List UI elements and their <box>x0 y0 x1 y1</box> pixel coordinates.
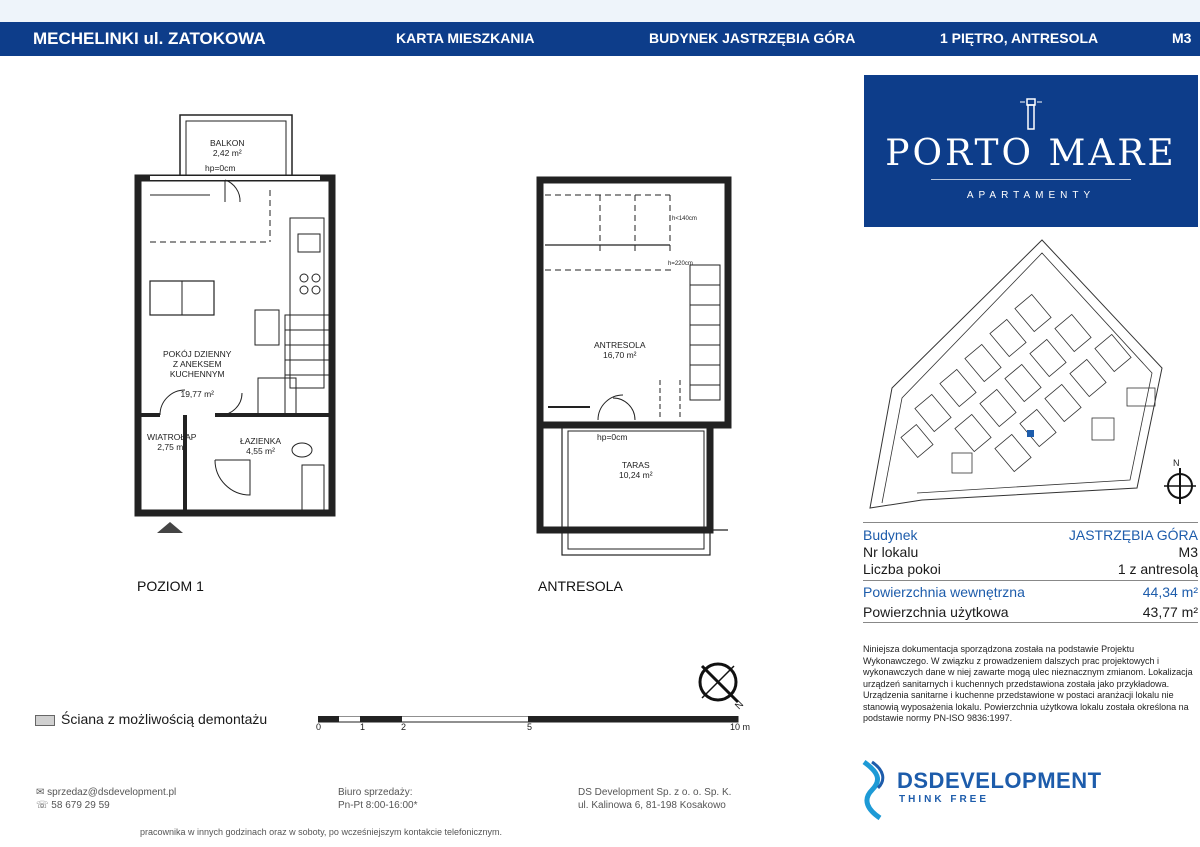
room-wiatrolap-name: WIATROŁAP <box>147 432 197 442</box>
footer-office-hours: Pn-Pt 8:00-16:00* <box>338 800 418 811</box>
room-taras-note: hp=0cm <box>597 432 628 442</box>
height-note-2: h=220cm <box>668 261 693 267</box>
scale-tick: 2 <box>401 722 407 732</box>
legend <box>35 711 267 727</box>
room-taras-name: TARAS <box>621 460 650 470</box>
footer-phone[interactable]: 58 679 29 59 <box>51 800 110 811</box>
detail-value: 44,34 m² <box>1142 584 1198 600</box>
footer-office <box>338 786 418 812</box>
floor-plan-level1 <box>130 110 340 540</box>
lighthouse-icon <box>1020 97 1042 131</box>
room-antresola-name: ANTRESOLA <box>594 340 646 350</box>
scale-tick: 5 <box>527 722 533 732</box>
room-balkon <box>210 138 245 158</box>
brand-divider <box>931 179 1131 180</box>
detail-value: JASTRZĘBIA GÓRA <box>1068 527 1198 543</box>
legend-swatch <box>35 715 55 726</box>
compass-north-label: N <box>733 699 747 712</box>
floor-plan-mezzanine <box>530 175 740 585</box>
height-note-1: h<140cm <box>672 216 697 222</box>
detail-value: M3 <box>1178 544 1198 560</box>
footer-hours-note: pracownika w innych godzinach oraz w soboty, po wcześniejszym kontakcie telefonicznym. <box>140 827 502 837</box>
header-bar <box>0 22 1200 56</box>
header-building: BUDYNEK JASTRZĘBIA GÓRA <box>649 30 856 46</box>
room-balkon-note: hp=0cm <box>205 163 236 173</box>
detail-label: Budynek <box>863 527 918 543</box>
detail-value: 1 z antresolą <box>1117 561 1198 577</box>
detail-row-rooms <box>863 561 1198 578</box>
details-bottom-line <box>863 622 1198 623</box>
room-lazienka-area: 4,55 m² <box>246 446 275 456</box>
mezzanine-label: ANTRESOLA <box>538 578 623 594</box>
detail-row-usable-area <box>863 604 1198 621</box>
detail-label: Powierzchnia użytkowa <box>863 604 1009 620</box>
details-top-line <box>863 522 1198 523</box>
compass-north-label: N <box>1173 458 1180 468</box>
header-doc-type: KARTA MIESZKANIA <box>396 30 535 46</box>
room-living-name: POKÓJ DZIENNY Z ANEKSEM KUCHENNYM <box>163 349 232 379</box>
level1-label: POZIOM 1 <box>137 578 204 594</box>
phone-icon: ☏ <box>36 800 52 811</box>
room-lazienka <box>240 436 281 456</box>
site-map <box>862 238 1200 521</box>
scale-tick: 0 <box>316 722 322 732</box>
room-taras-area: 10,24 m² <box>619 470 653 480</box>
room-living <box>163 339 231 409</box>
brand-logo-box <box>864 75 1198 227</box>
scale-tick: 1 <box>360 722 366 732</box>
room-taras <box>619 460 653 480</box>
brand-name: PORTO MARE <box>885 133 1177 174</box>
top-strip <box>0 0 1200 22</box>
footer-address: ul. Kalinowa 6, 81-198 Kosakowo <box>578 800 726 811</box>
footer-office-title: Biuro sprzedaży: <box>338 787 413 798</box>
legend-text: Ściana z możliwością demontażu <box>61 711 268 727</box>
detail-label: Nr lokalu <box>863 544 919 560</box>
detail-row-building <box>863 527 1198 544</box>
mail-icon: ✉ <box>36 787 48 798</box>
footer-email[interactable]: sprzedaz@dsdevelopment.pl <box>47 787 177 798</box>
room-lazienka-name: ŁAZIENKA <box>240 436 282 446</box>
footer-contact <box>36 786 176 812</box>
developer-name: DSDEVELOPMENT <box>897 768 1102 793</box>
room-balkon-area: 2,42 m² <box>212 148 242 158</box>
room-antresola <box>594 340 646 360</box>
detail-label: Liczba pokoi <box>863 561 941 577</box>
details-mid-line <box>863 580 1198 581</box>
detail-row-unit <box>863 544 1198 561</box>
ds-logo-icon <box>858 758 892 822</box>
footer-company-name: DS Development Sp. z o. o. Sp. K. <box>578 787 732 798</box>
footer-company <box>578 786 731 812</box>
room-wiatrolap <box>147 432 196 452</box>
room-antresola-area: 16,70 m² <box>602 350 637 360</box>
header-unit: M3 <box>1172 30 1192 46</box>
developer-tagline: THINK FREE <box>899 794 989 805</box>
unit-marker <box>1027 430 1034 437</box>
header-floor: 1 PIĘTRO, ANTRESOLA <box>940 30 1099 46</box>
header-location: MECHELINKI ul. ZATOKOWA <box>33 29 266 48</box>
detail-value: 43,77 m² <box>1142 604 1198 620</box>
scale-bar <box>318 713 758 731</box>
scale-tick: 10 m <box>730 722 751 732</box>
room-wiatrolap-area: 2,75 m² <box>157 442 187 452</box>
detail-row-inner-area <box>863 584 1198 601</box>
brand-sub: APARTAMENTY <box>966 190 1096 201</box>
detail-label: Powierzchnia wewnętrzna <box>863 584 1025 600</box>
disclaimer-note: Niniejsza dokumentacja sporządzona została na podstawie Projektu Wykonawczego. W związku z prowadzeniem dalszych prac projektowych i wykonawczych dane w niej zawarte mogą ulec nieznacznym zmianom. Lokalizacja urządzeń sanitarnych i kuchennych przedstawiona została jako przykładowa. Urządzenia sanitarne i kuchenne przedstawione w postaci aranżacji lokalu nie stanowią wyposażenia lokalu. Powierzchnia użytkowa lokalu została określona na podstawie normy PN-ISO 9836:1997. <box>863 644 1193 723</box>
compass-icon <box>1164 468 1196 504</box>
room-living-area: 19,77 m² <box>180 389 215 399</box>
room-balkon-name: BALKON <box>210 138 245 148</box>
